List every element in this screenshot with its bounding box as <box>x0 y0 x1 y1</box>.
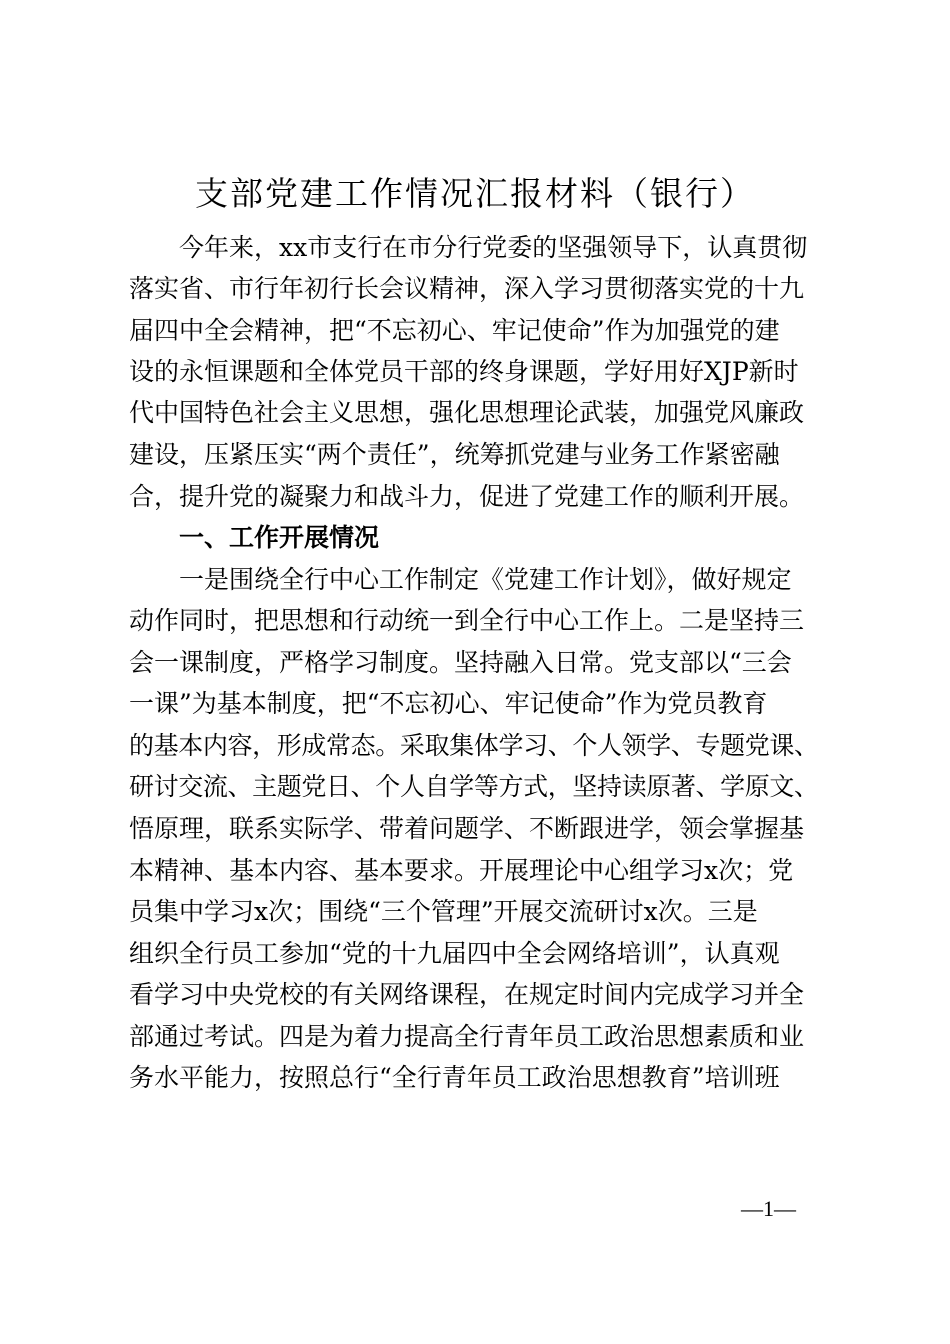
paragraph-line: 代中国特色社会主义思想，强化思想理论武装，加强党风廉政 <box>129 398 805 427</box>
paragraph-line: 员集中学习x次；围绕“三个管理”开展交流研讨x次。三是 <box>129 897 758 926</box>
paragraph-line: 动作同时，把思想和行动统一到全行中心工作上。二是坚持三 <box>129 606 805 635</box>
paragraph-line: 研讨交流、主题党日、个人自学等方式，坚持读原著、学原文、 <box>129 772 819 801</box>
document-title: 支部党建工作情况汇报材料（银行） <box>195 174 755 213</box>
paragraph-line: 合，提升党的凝聚力和战斗力，促进了党建工作的顺利开展。 <box>129 482 805 511</box>
paragraph-line: 届四中全会精神，把“不忘初心、牢记使命”作为加强党的建 <box>129 316 780 345</box>
paragraph-line: 本精神、基本内容、基本要求。开展理论中心组学习x次；党 <box>129 856 794 885</box>
paragraph-line: 建设，压紧压实“两个责任”，统筹抓党建与业务工作紧密融 <box>129 440 780 469</box>
paragraph-line: 务水平能力，按照总行“全行青年员工政治思想教育”培训班 <box>129 1063 780 1092</box>
paragraph-line: 一是围绕全行中心工作制定《党建工作计划》，做好规定 <box>129 565 792 594</box>
paragraph-line: 部通过考试。四是为着力提高全行青年员工政治思想素质和业 <box>129 1022 805 1051</box>
paragraph-line: 一课”为基本制度，把“不忘初心、牢记使命”作为党员教育 <box>129 689 768 718</box>
paragraph-line: 悟原理，联系实际学、带着问题学、不断跟进学，领会掌握基 <box>129 814 805 843</box>
paragraph-line: 今年来，xx市支行在市分行党委的坚强领导下，认真贯彻 <box>129 233 808 262</box>
page-number: —1— <box>741 1196 796 1221</box>
paragraph-line: 设的永恒课题和全体党员干部的终身课题，学好用好XJP新时 <box>129 357 799 386</box>
paragraph-line: 组织全行员工参加“党的十九届四中全会网络培训”，认真观 <box>129 939 780 968</box>
paragraph-line: 会一课制度，严格学习制度。坚持融入日常。党支部以“三会 <box>129 648 792 677</box>
paragraph-line: 看学习中央党校的有关网络课程，在规定时间内完成学习并全 <box>129 980 805 1009</box>
section-heading: 一、工作开展情况 <box>129 523 380 552</box>
paragraph-line: 落实省、市行年初行长会议精神，深入学习贯彻落实党的十九 <box>129 274 805 303</box>
paragraph-line: 的基本内容，形成常态。采取集体学习、个人领学、专题党课、 <box>129 731 819 760</box>
